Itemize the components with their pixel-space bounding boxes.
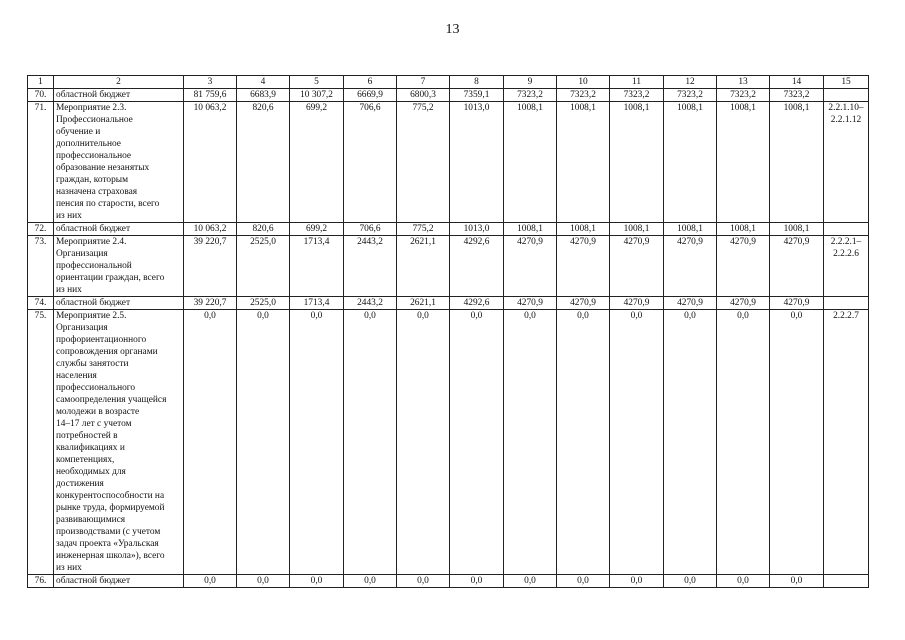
value-cell: 0,0: [664, 575, 717, 588]
value-cell: 775,2: [397, 223, 450, 236]
value-cell: 39 220,7: [184, 236, 237, 297]
value-cell: 0,0: [450, 575, 504, 588]
row-code-line: 2.2.1.10–: [828, 103, 864, 113]
value-cell: 1008,1: [770, 223, 824, 236]
value-cell: 0,0: [770, 310, 824, 575]
value-cell: 4270,9: [770, 297, 824, 310]
row-name: [54, 102, 184, 223]
value-cell: 0,0: [717, 310, 770, 575]
value-cell: 6683,9: [237, 89, 290, 102]
header-cell: 14: [770, 76, 824, 89]
header-cell: 6: [344, 76, 397, 89]
value-cell: 1008,1: [557, 102, 610, 223]
value-cell: 1008,1: [717, 102, 770, 223]
value-cell: 1713,4: [290, 297, 344, 310]
row-name-line: компетенциях,: [56, 455, 115, 465]
row-name-line: Профессиональное: [56, 115, 133, 125]
row-name-line: обучение и: [56, 127, 101, 137]
row-name-line: граждан, которым: [56, 175, 129, 185]
table-row: [28, 223, 869, 236]
row-name-line: профессиональное: [56, 151, 132, 161]
value-cell: 820,6: [237, 102, 290, 223]
row-name-line: ориентации граждан, всего: [56, 273, 165, 283]
value-cell: 10 307,2: [290, 89, 344, 102]
value-cell: 7323,2: [610, 89, 664, 102]
value-cell: 4270,9: [717, 236, 770, 297]
value-cell: 1008,1: [504, 223, 557, 236]
header-cell: 9: [504, 76, 557, 89]
value-cell: 10 063,2: [184, 223, 237, 236]
row-name-line: молодежи в возрасте: [56, 407, 140, 417]
row-name-line: инженерная школа»), всего: [56, 551, 165, 561]
value-cell: 1008,1: [717, 223, 770, 236]
value-cell: 0,0: [237, 310, 290, 575]
row-name-line: областной бюджет: [56, 576, 131, 586]
budget-table: [27, 75, 869, 588]
value-cell: 4292,6: [450, 236, 504, 297]
header-cell: 8: [450, 76, 504, 89]
value-cell: 820,6: [237, 223, 290, 236]
value-cell: 6669,9: [344, 89, 397, 102]
row-name-line: конкурентоспособности на: [56, 491, 165, 501]
row-code: [824, 310, 869, 575]
value-cell: 0,0: [504, 575, 557, 588]
row-name-line: задач проекта «Уральская: [56, 539, 159, 549]
row-code: [824, 89, 869, 102]
row-name: [54, 89, 184, 102]
row-name-line: образование незанятых: [56, 163, 150, 173]
value-cell: 1008,1: [664, 102, 717, 223]
value-cell: 0,0: [450, 310, 504, 575]
value-cell: 4270,9: [504, 297, 557, 310]
row-number: 70.: [28, 89, 54, 102]
value-cell: 7323,2: [504, 89, 557, 102]
row-name: [54, 223, 184, 236]
row-name-line: Организация: [56, 249, 108, 259]
row-name-line: дополнительное: [56, 139, 121, 149]
row-name: [54, 575, 184, 588]
row-name-line: профессионального: [56, 383, 136, 393]
row-name-line: Организация: [56, 323, 108, 333]
value-cell: 4270,9: [717, 297, 770, 310]
value-cell: 4270,9: [610, 236, 664, 297]
value-cell: 4270,9: [664, 297, 717, 310]
row-name-line: профориентационного: [56, 335, 147, 345]
value-cell: 775,2: [397, 102, 450, 223]
value-cell: 2621,1: [397, 236, 450, 297]
row-name-line: назначена страховая: [56, 187, 138, 197]
value-cell: 1008,1: [770, 102, 824, 223]
value-cell: 39 220,7: [184, 297, 237, 310]
row-number: 73.: [28, 236, 54, 297]
header-cell: 1: [28, 76, 54, 89]
row-name-line: самоопределения учащейся: [56, 395, 167, 405]
row-name-line: квалификациях и: [56, 443, 125, 453]
row-name-line: сопровождения органами: [56, 347, 158, 357]
value-cell: 2525,0: [237, 236, 290, 297]
row-code-line: 2.2.2.7: [833, 311, 859, 321]
row-name-line: 14–17 лет с учетом: [56, 419, 132, 429]
value-cell: 0,0: [610, 575, 664, 588]
row-name-line: профессиональной: [56, 261, 132, 271]
value-cell: 2443,2: [344, 236, 397, 297]
value-cell: 699,2: [290, 223, 344, 236]
value-cell: 4270,9: [557, 297, 610, 310]
row-code-line: 2.2.2.6: [833, 249, 859, 259]
value-cell: 0,0: [184, 310, 237, 575]
value-cell: 706,6: [344, 102, 397, 223]
row-name-line: областной бюджет: [56, 90, 131, 100]
table-row: [28, 297, 869, 310]
header-cell: 12: [664, 76, 717, 89]
row-number: 74.: [28, 297, 54, 310]
row-name-line: из них: [56, 563, 82, 573]
header-cell: 5: [290, 76, 344, 89]
header-row: [28, 76, 869, 89]
row-code-line: 2.2.2.1–: [830, 237, 862, 247]
table-body: [28, 76, 869, 588]
header-cell: 4: [237, 76, 290, 89]
row-name-line: Мероприятие 2.4.: [56, 237, 127, 247]
value-cell: 1008,1: [504, 102, 557, 223]
page-number: 13: [445, 22, 460, 37]
value-cell: 2443,2: [344, 297, 397, 310]
row-number: 72.: [28, 223, 54, 236]
header-cell: 3: [184, 76, 237, 89]
row-number: 76.: [28, 575, 54, 588]
table-row: [28, 102, 869, 223]
table-row: [28, 575, 869, 588]
value-cell: 0,0: [557, 575, 610, 588]
value-cell: 2525,0: [237, 297, 290, 310]
value-cell: 0,0: [344, 575, 397, 588]
value-cell: 7323,2: [717, 89, 770, 102]
value-cell: 1008,1: [610, 223, 664, 236]
value-cell: 4270,9: [557, 236, 610, 297]
header-cell: 13: [717, 76, 770, 89]
row-code: [824, 223, 869, 236]
row-name-line: областной бюджет: [56, 224, 131, 234]
row-name-line: из них: [56, 285, 82, 295]
table-row: [28, 89, 869, 102]
row-name-line: службы занятости: [56, 359, 129, 369]
value-cell: 4270,9: [664, 236, 717, 297]
row-number: 71.: [28, 102, 54, 223]
row-code: [824, 297, 869, 310]
row-name-line: достижения: [56, 479, 104, 489]
row-name: [54, 297, 184, 310]
value-cell: 0,0: [290, 575, 344, 588]
value-cell: 0,0: [237, 575, 290, 588]
value-cell: 0,0: [184, 575, 237, 588]
value-cell: 0,0: [557, 310, 610, 575]
row-name-line: необходимых для: [56, 467, 126, 477]
value-cell: 4292,6: [450, 297, 504, 310]
row-name-line: производствами (с учетом: [56, 527, 161, 537]
header-cell: 7: [397, 76, 450, 89]
row-name-line: пенсия по старости, всего: [56, 199, 160, 209]
value-cell: 1713,4: [290, 236, 344, 297]
value-cell: 7323,2: [557, 89, 610, 102]
value-cell: 4270,9: [770, 236, 824, 297]
header-cell: 15: [824, 76, 869, 89]
value-cell: 0,0: [344, 310, 397, 575]
value-cell: 6800,3: [397, 89, 450, 102]
value-cell: 699,2: [290, 102, 344, 223]
header-cell: 2: [54, 76, 184, 89]
row-name-line: Мероприятие 2.3.: [56, 103, 127, 113]
value-cell: 0,0: [664, 310, 717, 575]
value-cell: 0,0: [610, 310, 664, 575]
value-cell: 2621,1: [397, 297, 450, 310]
row-name: [54, 310, 184, 575]
row-code-line: 2.2.1.12: [830, 115, 862, 125]
row-number: 75.: [28, 310, 54, 575]
value-cell: 1013,0: [450, 223, 504, 236]
row-code: [824, 102, 869, 223]
value-cell: 0,0: [290, 310, 344, 575]
value-cell: 81 759,6: [184, 89, 237, 102]
header-cell: 10: [557, 76, 610, 89]
value-cell: 0,0: [717, 575, 770, 588]
value-cell: 7359,1: [450, 89, 504, 102]
value-cell: 0,0: [504, 310, 557, 575]
row-name-line: областной бюджет: [56, 298, 131, 308]
row-name-line: населения: [56, 371, 97, 381]
row-name-line: Мероприятие 2.5.: [56, 311, 127, 321]
table-row: [28, 236, 869, 297]
row-name-line: рынке труда, формируемой: [56, 503, 165, 513]
row-name-line: развивающимися: [56, 515, 126, 525]
value-cell: 7323,2: [664, 89, 717, 102]
value-cell: 0,0: [397, 310, 450, 575]
value-cell: 1013,0: [450, 102, 504, 223]
value-cell: 706,6: [344, 223, 397, 236]
value-cell: 1008,1: [557, 223, 610, 236]
row-name-line: из них: [56, 211, 82, 221]
header-cell: 11: [610, 76, 664, 89]
value-cell: 4270,9: [504, 236, 557, 297]
value-cell: 0,0: [770, 575, 824, 588]
value-cell: 1008,1: [664, 223, 717, 236]
table-row: [28, 310, 869, 575]
row-code: [824, 236, 869, 297]
value-cell: 1008,1: [610, 102, 664, 223]
row-code: [824, 575, 869, 588]
value-cell: 0,0: [397, 575, 450, 588]
row-name-line: потребностей в: [56, 431, 118, 441]
value-cell: 10 063,2: [184, 102, 237, 223]
value-cell: 4270,9: [610, 297, 664, 310]
row-name: [54, 236, 184, 297]
value-cell: 7323,2: [770, 89, 824, 102]
